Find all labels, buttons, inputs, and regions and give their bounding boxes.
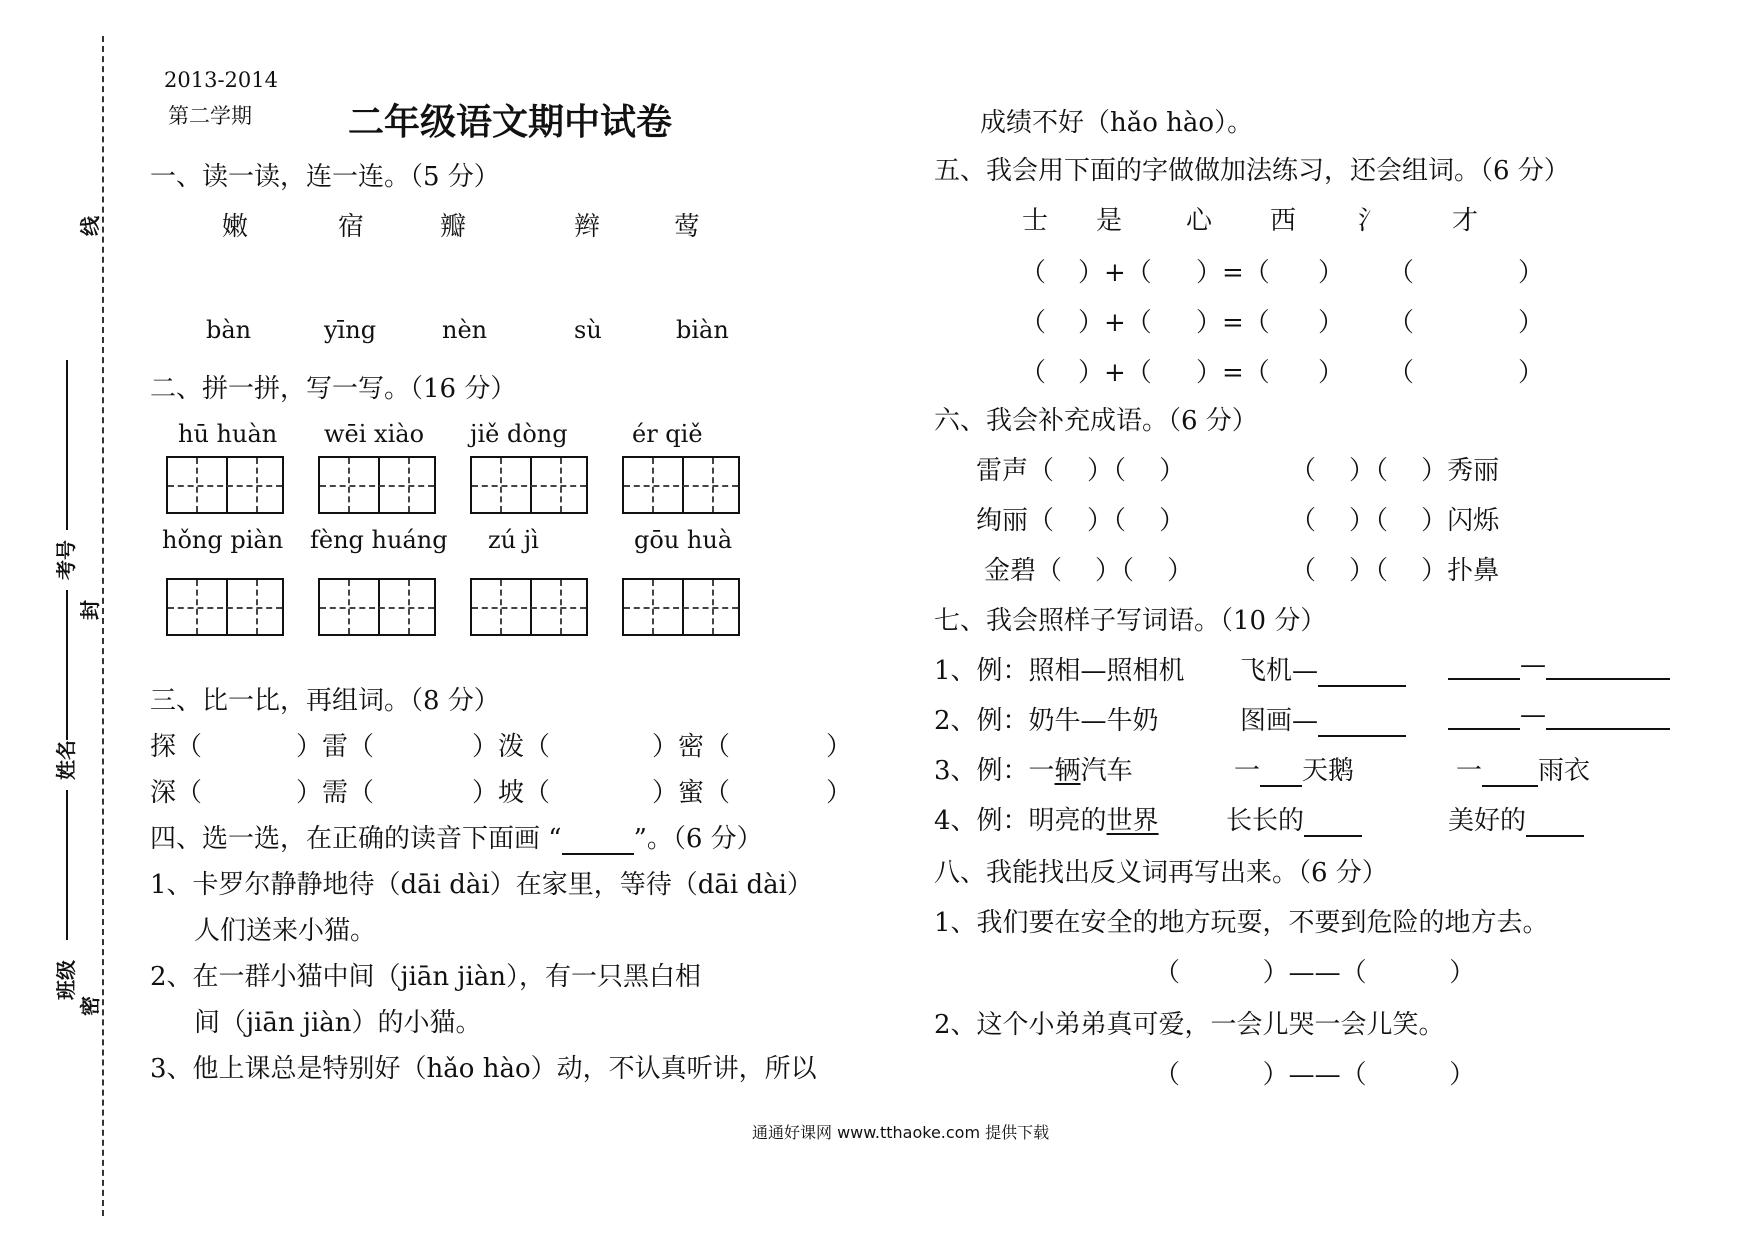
xingming-blank[interactable] xyxy=(66,590,68,740)
q1-char[interactable]: 宿 xyxy=(338,212,365,242)
q7-item4: 长长的 xyxy=(1226,800,1362,837)
answer-blank[interactable] xyxy=(1318,711,1406,737)
q4-line1b: 人们送来小猫。 xyxy=(194,916,377,946)
school-year: 2013-2014 xyxy=(164,68,278,92)
q6-idiom: 绚丽（ ）（ ） xyxy=(976,506,1186,536)
q5-eq-equals: ）=（ xyxy=(1196,358,1270,388)
q1-pinyin[interactable]: nèn xyxy=(442,316,488,344)
q6-idiom: （ ）（ ）闪烁 xyxy=(1290,506,1500,536)
q5-char: 是 xyxy=(1096,206,1123,236)
q5-word-open: （ xyxy=(1388,258,1415,288)
writing-grid[interactable] xyxy=(318,456,436,514)
q5-eq-plus: ）+（ xyxy=(1078,258,1152,288)
label-banji: 班级 xyxy=(54,960,78,1000)
answer-blank[interactable] xyxy=(1304,811,1362,837)
writing-grid[interactable] xyxy=(318,578,436,636)
q7-item3-b: 一 雨衣 xyxy=(1456,756,1591,786)
q7-item4-b: 美好的 xyxy=(1448,800,1584,837)
binding-xian: 线 xyxy=(78,216,102,236)
q1-pinyin[interactable]: sù xyxy=(574,316,602,344)
q5-eq-equals: ）=（ xyxy=(1196,258,1270,288)
q2-pinyin: fèng huáng xyxy=(310,526,448,554)
q4-heading: 四、选一选，在正确的读音下面画 “ ”。（6 分） xyxy=(150,824,763,854)
q5-word-close: ） xyxy=(1518,358,1545,388)
answer-blank[interactable] xyxy=(1546,704,1670,730)
q7-item3: 一 天鹅 xyxy=(1234,756,1355,786)
q6-idiom: （ ）（ ）秀丽 xyxy=(1290,456,1500,486)
q1-char[interactable]: 辫 xyxy=(574,212,601,242)
answer-blank[interactable] xyxy=(1546,654,1670,680)
q5-word-close: ） xyxy=(1518,258,1545,288)
footer-credit: 通通好课网 www.tthaoke.com 提供下载 xyxy=(752,1123,1050,1142)
q5-eq-plus: ）+（ xyxy=(1078,308,1152,338)
q5-word-open: （ xyxy=(1388,358,1415,388)
q5-eq-open: （ xyxy=(1020,308,1047,338)
answer-blank[interactable] xyxy=(1482,761,1538,787)
writing-grid[interactable] xyxy=(470,456,588,514)
label-xingming: 姓名 xyxy=(54,740,78,780)
answer-blank[interactable] xyxy=(1448,654,1520,680)
q5-eq-close: ） xyxy=(1318,258,1345,288)
kaohao-blank[interactable] xyxy=(66,360,68,530)
q5-char: 才 xyxy=(1452,206,1479,236)
q1-pinyin[interactable]: yīng xyxy=(324,316,377,344)
q7-example3: 3、例：一辆汽车 xyxy=(934,756,1133,786)
q3-cell: 探（ xyxy=(150,732,203,762)
writing-grid[interactable] xyxy=(622,456,740,514)
q3-cell: 深（ xyxy=(150,778,203,808)
writing-grid[interactable] xyxy=(622,578,740,636)
q7-item2: 图画— xyxy=(1240,700,1406,737)
q4-line3b: 成绩不好（hǎo hào）。 xyxy=(980,108,1254,138)
q7-item1: 飞机— xyxy=(1240,650,1406,687)
term: 第二学期 xyxy=(168,104,252,128)
q7-example2: 2、例：奶牛—牛奶 xyxy=(934,706,1159,736)
answer-blank[interactable] xyxy=(1448,704,1520,730)
q8-sentence1: 1、我们要在安全的地方玩耍，不要到危险的地方去。 xyxy=(934,908,1549,938)
q2-pinyin: gōu huà xyxy=(634,526,733,554)
q5-char: 西 xyxy=(1270,206,1297,236)
q5-word-close: ） xyxy=(1518,308,1545,338)
q8-answer-pair[interactable]: （ ）——（ ） xyxy=(1154,1060,1476,1090)
q2-pinyin: hǒng piàn xyxy=(162,526,284,554)
q2-heading: 二、拼一拼，写一写。（16 分） xyxy=(150,374,517,404)
q5-eq-plus: ）+（ xyxy=(1078,358,1152,388)
q1-heading: 一、读一读，连一连。（5 分） xyxy=(150,162,500,192)
q7-example4: 4、例：明亮的世界 xyxy=(934,806,1159,836)
q8-sentence2: 2、这个小弟弟真可爱，一会儿哭一会儿笑。 xyxy=(934,1010,1445,1040)
q1-char[interactable]: 莺 xyxy=(674,212,701,242)
q7-heading: 七、我会照样子写词语。（10 分） xyxy=(934,606,1327,636)
q7-item2-b: — xyxy=(1448,700,1670,730)
binding-dashed-line xyxy=(102,36,104,1216)
q2-pinyin: hū huàn xyxy=(178,420,278,448)
q3-cell: ）雷（ xyxy=(296,732,375,762)
q5-char: 心 xyxy=(1186,206,1213,236)
q5-char: 士 xyxy=(1022,206,1049,236)
q3-cell: ） xyxy=(826,732,853,762)
q5-eq-open: （ xyxy=(1020,258,1047,288)
writing-grid[interactable] xyxy=(470,578,588,636)
binding-feng: 封 xyxy=(78,600,102,620)
answer-blank[interactable] xyxy=(1260,761,1302,787)
answer-blank[interactable] xyxy=(1318,661,1406,687)
q6-idiom: 金碧（ ）（ ） xyxy=(984,556,1194,586)
binding-mi: 密 xyxy=(78,996,102,1016)
q5-word-open: （ xyxy=(1388,308,1415,338)
q3-cell: ）坡（ xyxy=(472,778,551,808)
q6-idiom: 雷声（ ）（ ） xyxy=(976,456,1186,486)
label-kaohao: 考号 xyxy=(54,540,78,580)
q1-pinyin[interactable]: biàn xyxy=(676,316,729,344)
writing-grid[interactable] xyxy=(166,456,284,514)
q6-idiom: （ ）（ ）扑鼻 xyxy=(1290,556,1500,586)
q3-cell: ） xyxy=(826,778,853,808)
q1-char[interactable]: 嫩 xyxy=(222,212,249,242)
q2-pinyin: wēi xiào xyxy=(324,420,425,448)
q4-line3: 3、他上课总是特别好（hǎo hào）动，不认真听讲，所以 xyxy=(150,1054,817,1084)
q3-cell: ）需（ xyxy=(296,778,375,808)
q3-heading: 三、比一比，再组词。（8 分） xyxy=(150,686,500,716)
q2-pinyin: jiě dòng xyxy=(470,420,568,448)
banji-blank[interactable] xyxy=(66,790,68,940)
q2-pinyin: ér qiě xyxy=(632,420,703,448)
q3-cell: ）蜜（ xyxy=(652,778,731,808)
answer-blank[interactable] xyxy=(1526,811,1584,837)
q5-eq-close: ） xyxy=(1318,358,1345,388)
q5-char: 氵 xyxy=(1358,206,1385,236)
q5-eq-close: ） xyxy=(1318,308,1345,338)
q4-line2: 2、在一群小猫中间（jiān jiàn），有一只黑白相 xyxy=(150,962,702,992)
q8-answer-pair[interactable]: （ ）——（ ） xyxy=(1154,958,1476,988)
q7-item1-b: — xyxy=(1448,650,1670,680)
q5-heading: 五、我会用下面的字做做加法练习，还会组词。（6 分） xyxy=(934,156,1570,186)
q1-pinyin[interactable]: bàn xyxy=(206,316,252,344)
q3-cell: ）泼（ xyxy=(472,732,551,762)
q2-pinyin: zú jì xyxy=(488,526,539,554)
q1-char[interactable]: 瓣 xyxy=(440,212,467,242)
q3-cell: ）密（ xyxy=(652,732,731,762)
q4-line2b: 间（jiān jiàn）的小猫。 xyxy=(194,1008,482,1038)
q7-example1: 1、例：照相—照相机 xyxy=(934,656,1185,686)
q8-heading: 八、我能找出反义词再写出来。（6 分） xyxy=(934,858,1388,888)
page-title: 二年级语文期中试卷 xyxy=(348,101,673,143)
q5-eq-equals: ）=（ xyxy=(1196,308,1270,338)
writing-grid[interactable] xyxy=(166,578,284,636)
q6-heading: 六、我会补充成语。（6 分） xyxy=(934,406,1258,436)
q4-line1: 1、卡罗尔静静地待（dāi dài）在家里，等待（dāi dài） xyxy=(150,870,813,900)
q5-eq-open: （ xyxy=(1020,358,1047,388)
